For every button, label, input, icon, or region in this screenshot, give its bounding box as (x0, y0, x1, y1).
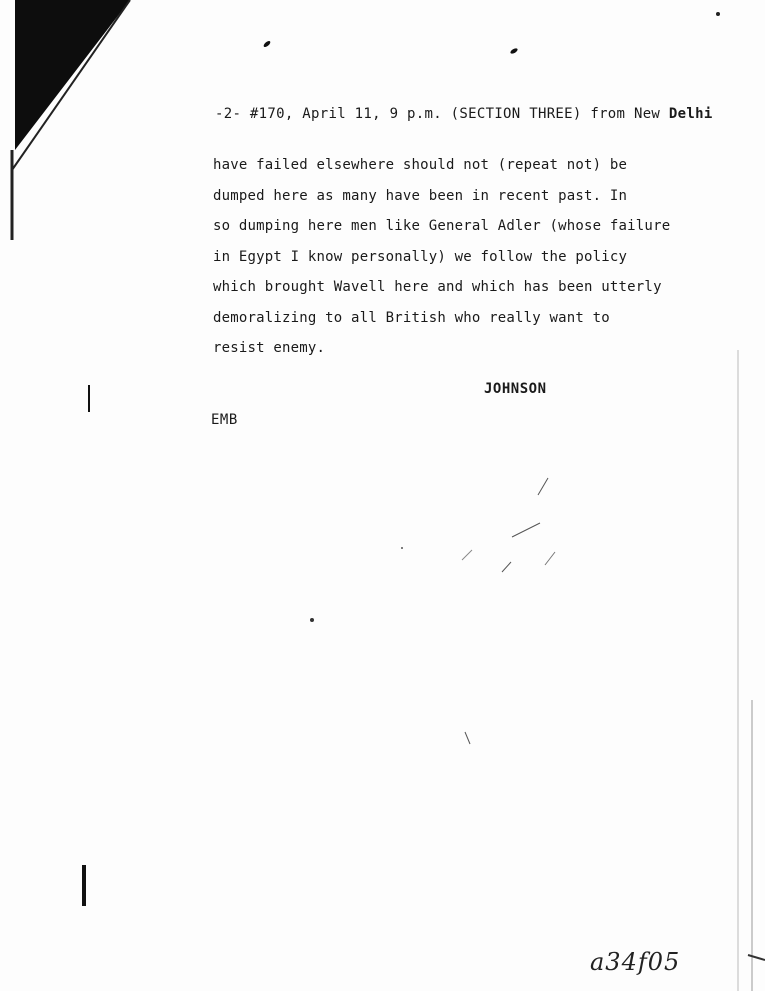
corner-shadow (0, 0, 130, 150)
body-line: which brought Wavell here and which has been utterly (213, 279, 662, 295)
body-line: in Egypt I know personally) we follow the policy (213, 248, 628, 265)
sender-initials: EMB (211, 412, 238, 428)
header-place: Delhi (668, 106, 713, 122)
body-line: have failed elsewhere should not (repeat not) be (213, 157, 628, 173)
body-line: dumped here as many have been in recent past. In (213, 187, 628, 204)
body-line: resist enemy. (213, 340, 326, 356)
signature: JOHNSON (484, 381, 547, 397)
body-line: demoralizing to all British who really want to (213, 309, 610, 326)
handwritten-file-number: a34f05 (590, 948, 681, 976)
telegram-body (213, 150, 670, 364)
telegram-header (215, 106, 713, 122)
header-text: -2- #170, April 11, 9 p.m. (SECTION THREE) from New (215, 106, 661, 122)
body-line: so dumping here men like General Adler (whose failure (213, 218, 671, 234)
